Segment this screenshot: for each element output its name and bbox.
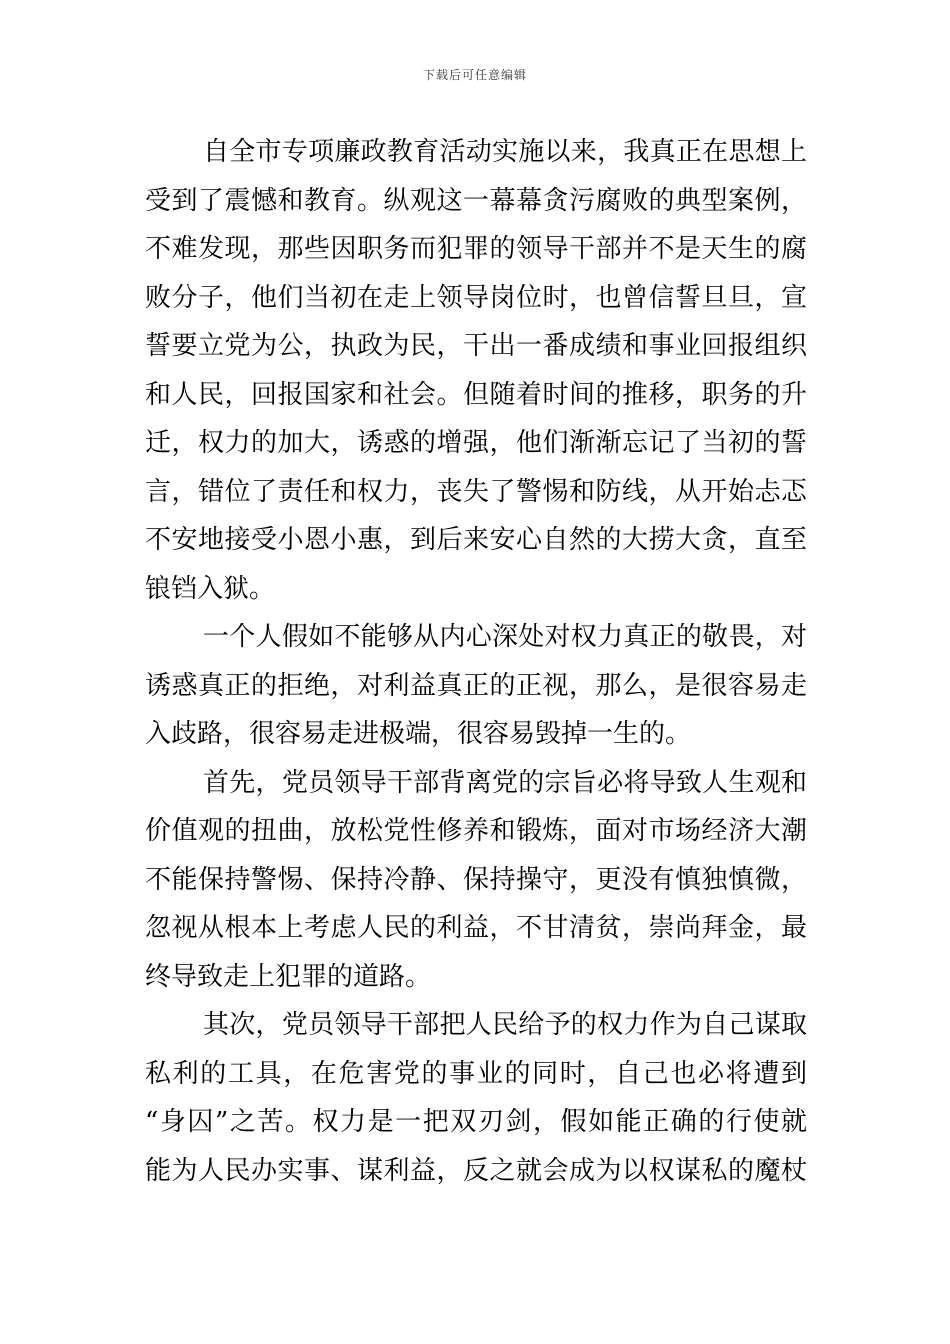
text-line: 和人民，回报国家和社会。但随着时间的推移，职务的升 [145,379,807,410]
text-line: 首先，党员领导干部背离党的宗旨必将导致人生观和 [203,767,807,798]
text-line: 不能保持警惕、保持冷静、保持操守，更没有慎独慎微， [145,864,807,895]
text-line: 入歧路，很容易走进极端，很容易毁掉一生的。 [145,719,692,749]
text-line: 私利的工具，在危害党的事业的同时，自己也必将遭到 [145,1058,807,1089]
document-body [145,128,807,1195]
paragraph [145,128,807,613]
paragraph [145,759,807,1002]
paragraph [145,1001,807,1195]
text-line: 诱惑真正的拒绝，对利益真正的正视，那么，是很容易走 [145,670,807,701]
paragraph [145,613,807,759]
text-line: 自全市专项廉政教育活动实施以来，我真正在思想上 [203,137,807,167]
text-line: 败分子，他们当初在走上领导岗位时，也曾信誓旦旦，宣 [145,282,807,313]
text-line: 价值观的扭曲，放松党性修养和锻炼，面对市场经济大潮 [145,816,807,846]
text-line: 终导致走上犯罪的道路。 [145,961,432,992]
text-line: 其次，党员领导干部把人民给予的权力作为自己谋取 [203,1010,807,1040]
text-line: 不难发现，那些因职务而犯罪的领导干部并不是天生的腐 [145,234,807,264]
text-line: 忽视从根本上考虑人民的利益，不甘清贫，崇尚拜金，最 [145,913,807,943]
text-line: 言，错位了责任和权力，丧失了警惕和防线，从开始忐忑 [145,476,807,507]
text-line: 不安地接受小恩小惠，到后来安心自然的大捞大贪，直至 [145,525,807,555]
text-line: 誓要立党为公，执政为民，干出一番成绩和事业回报组织 [145,331,807,361]
text-line: 能为人民办实事、谋利益，反之就会成为以权谋私的魔杖 [145,1155,807,1186]
text-line: “身囚”之苦。权力是一把双刃剑，假如能正确的行使就 [145,1107,807,1137]
text-line: 一个人假如不能够从内心深处对权力真正的敬畏，对 [203,622,807,652]
text-line: 受到了震憾和教育。纵观这一幕幕贪污腐败的典型案例， [145,185,807,216]
text-line: 锒铛入狱。 [145,573,276,604]
page-header: 下载后可任意编辑 [422,68,527,82]
text-line: 迁，权力的加大，诱惑的增强，他们渐渐忘记了当初的誓 [145,428,807,458]
